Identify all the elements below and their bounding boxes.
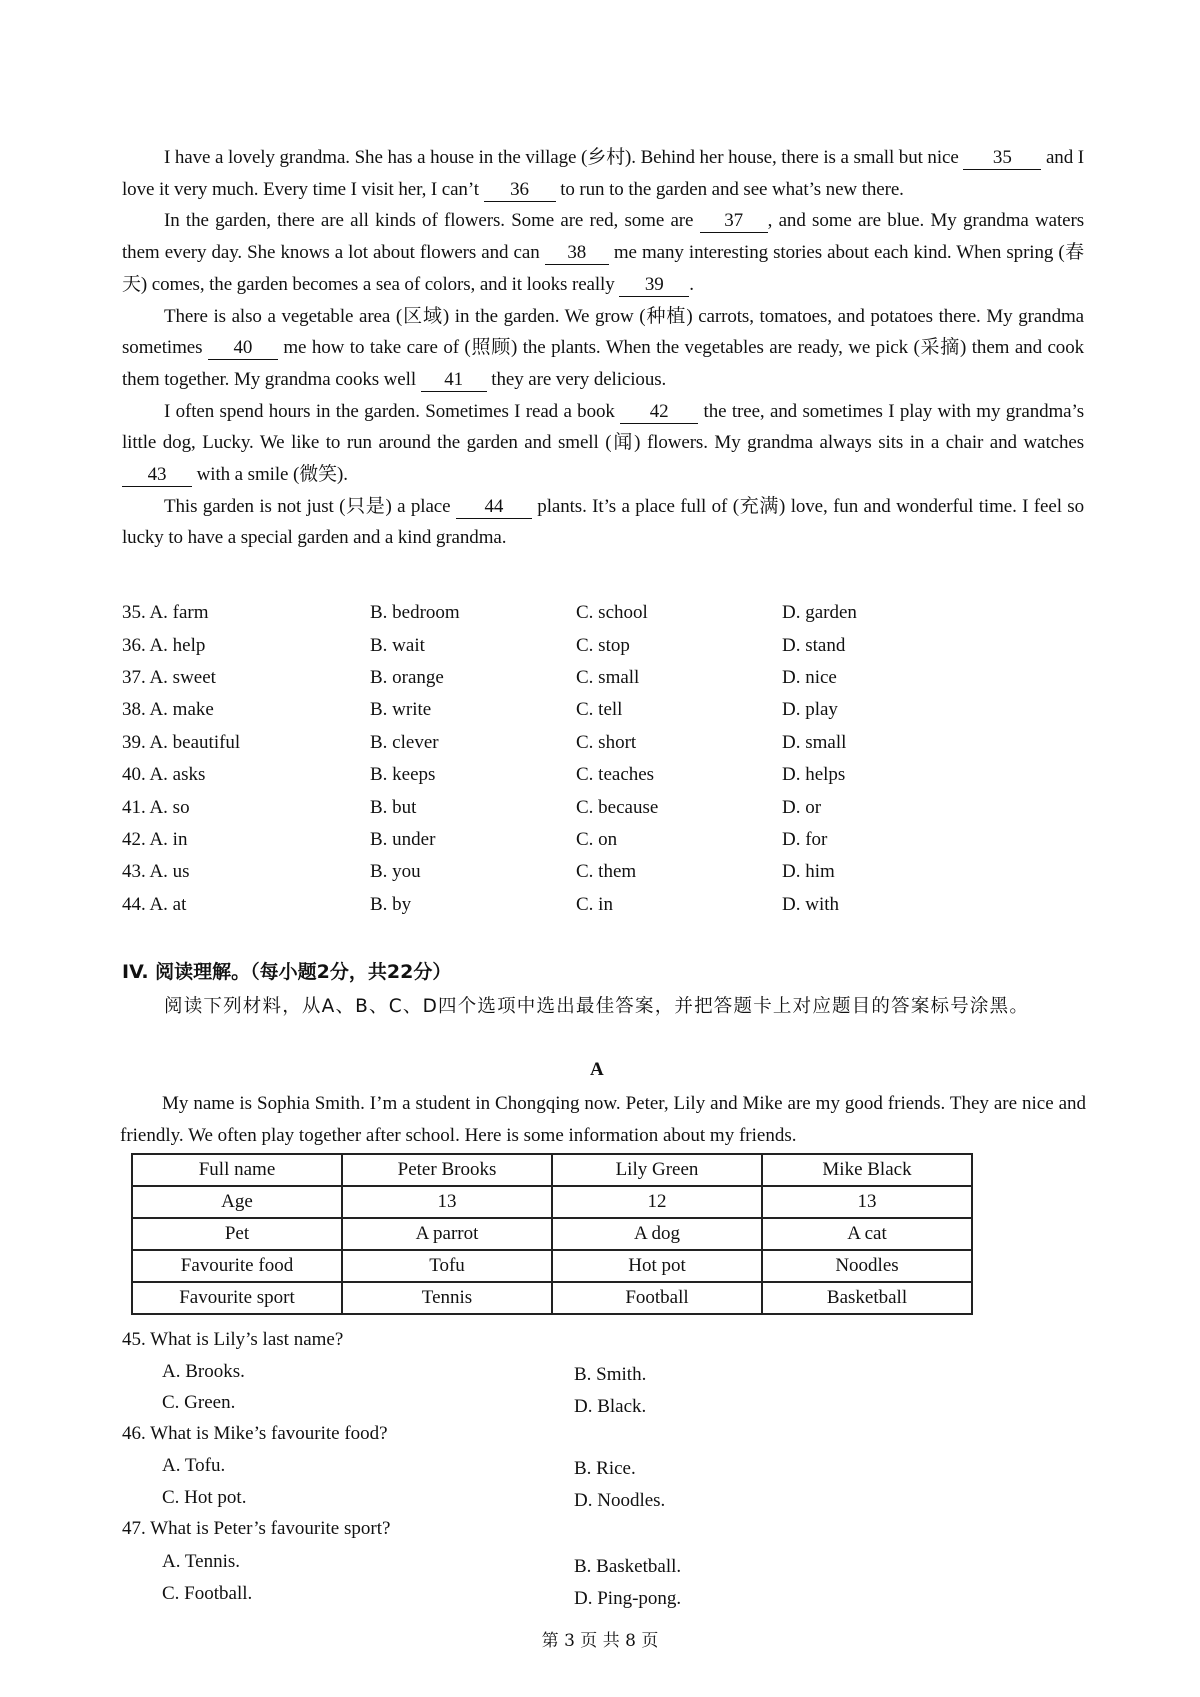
cloze-text: to run to the garden and see what’s new there. [555,178,904,200]
table-cell: Peter Brooks [342,1154,552,1186]
option-c: C. stop [576,634,630,656]
blank-39: 39 [619,274,689,297]
table-cell: 13 [342,1186,552,1218]
option-row-41 [122,791,1022,823]
option-b: B. but [370,796,417,818]
option-a: 35. A. farm [122,602,209,624]
option-b: B. you [370,861,421,883]
question-45-option-b: B. Smith. [574,1364,647,1385]
cloze-text: me many interesting stories about each kind. When spring (春天) comes, the garden becomes a sea of colors, and it looks really [122,242,1084,295]
table-cell: Mike Black [762,1154,972,1186]
table-row [132,1218,972,1250]
option-b: B. by [370,893,412,915]
option-d: D. garden [782,602,857,624]
option-row-36 [122,629,1022,661]
option-row-44 [122,889,1022,921]
option-c: C. school [576,602,648,624]
question-45-option-a: A. Brooks. [162,1361,245,1382]
blank-35: 35 [963,147,1041,170]
option-d: D. helps [782,764,846,786]
option-d: D. stand [782,634,846,656]
cloze-text: I have a lovely grandma. She has a house in the village (乡村). Behind her house, there is a small but nice [164,147,959,168]
question-46-option-d: D. Noodles. [574,1490,666,1511]
option-b: B. under [370,828,436,850]
question-46: 46. What is Mike’s favourite food? [122,1423,388,1444]
cloze-text: and I love it very much. Every time I visit her, I can’t [122,147,1084,200]
table-cell: Tofu [342,1250,552,1282]
option-c: C. them [576,861,637,883]
option-c: C. small [576,666,640,688]
question-47-option-a: A. Tennis. [162,1551,241,1572]
cloze-text: I often spend hours in the garden. Sometimes I read a book [164,400,621,422]
reading-passage [120,1088,1086,1152]
option-b: B. clever [370,731,439,753]
section-instruction: 阅读下列材料，从A、B、C、D四个选项中选出最佳答案，并把答题卡上对应题目的答案标号涂黑。 [164,996,1030,1017]
option-a: 44. A. at [122,893,187,915]
option-row-37 [122,662,1022,694]
option-row-39 [122,727,1022,759]
passage-label: A [590,1059,604,1080]
option-c: C. on [576,828,618,850]
option-c: C. because [576,796,659,818]
table-cell: Hot pot [552,1250,762,1282]
table-cell: 13 [762,1186,972,1218]
table-cell: Noodles [762,1250,972,1282]
option-row-42 [122,824,1022,856]
cloze-text: , and some are blue. My grandma waters them every day. She knows a lot about flowers and can [122,210,1084,264]
option-a: 36. A. help [122,634,206,656]
cloze-paragraph-3 [122,301,1084,396]
question-47-option-b: B. Basketball. [574,1556,682,1577]
option-b: B. bedroom [370,602,460,624]
question-47-option-d: D. Ping-pong. [574,1588,682,1609]
cloze-passage [122,142,1084,554]
cloze-text: plants. It’s a place full of (充满) love, fun and wonderful time. I feel so lucky to have a special garden and a kind grandma. [122,495,1084,549]
friends-info-table [131,1153,973,1315]
option-a: 42. A. in [122,828,188,850]
option-b: B. orange [370,666,444,688]
blank-37: 37 [700,210,768,233]
table-cell: Football [552,1282,762,1314]
option-a: 38. A. make [122,699,214,721]
cloze-text: There is also a vegetable area (区域) in the garden. We grow (种植) carrots, tomatoes, and potatoes there. My grandma sometimes [122,305,1084,359]
option-d: D. or [782,796,822,818]
option-a: 40. A. asks [122,764,206,786]
cloze-text: me how to take care of (照顾) the plants. When the vegetables are ready, we pick (采摘) them and cook them together. My grandma cooks well [122,337,1084,390]
table-row [132,1282,972,1314]
question-45-option-d: D. Black. [574,1396,647,1417]
question-46-option-b: B. Rice. [574,1458,636,1479]
passage-text: My name is Sophia Smith. I’m a student in Chongqing now. Peter, Lily and Mike are my good friends. They are nice and friendly. We often play together after school. Here is some information about my friends. [120,1093,1086,1146]
option-d: D. for [782,828,828,850]
question-45-option-c: C. Green. [162,1392,236,1413]
page-number-footer: 第 3 页 共 8 页 [541,1631,659,1651]
blank-36: 36 [484,179,556,202]
option-a: 41. A. so [122,796,190,818]
section-title: IV. 阅读理解。（每小题2分，共22分） [122,961,452,983]
option-d: D. with [782,893,839,915]
blank-42: 42 [620,401,698,424]
table-cell: Basketball [762,1282,972,1314]
option-row-40 [122,759,1022,791]
cloze-paragraph-4 [122,396,1084,491]
option-row-38 [122,694,1022,726]
question-46-option-c: C. Hot pot. [162,1487,247,1508]
option-row-43 [122,856,1022,888]
option-d: D. play [782,699,838,721]
table-cell: Tennis [342,1282,552,1314]
table-row [132,1186,972,1218]
option-b: B. write [370,699,432,721]
table-cell: Age [132,1186,342,1218]
table-cell: Lily Green [552,1154,762,1186]
option-b: B. keeps [370,764,436,786]
option-c: C. teaches [576,764,655,786]
table-cell: Favourite food [132,1250,342,1282]
option-row-35 [122,597,1022,629]
table-row [132,1250,972,1282]
option-a: 37. A. sweet [122,666,216,688]
cloze-text: . [689,273,694,295]
blank-41: 41 [421,369,487,392]
table-cell: A dog [552,1218,762,1250]
option-d: D. small [782,731,847,753]
table-row [132,1154,972,1186]
cloze-text: In the garden, there are all kinds of flowers. Some are red, some are [164,210,700,232]
option-d: D. nice [782,666,837,688]
question-46-option-a: A. Tofu. [162,1455,226,1476]
option-d: D. him [782,861,835,883]
blank-38: 38 [545,242,609,265]
table-cell: Favourite sport [132,1282,342,1314]
option-b: B. wait [370,634,425,656]
option-c: C. in [576,893,613,915]
blank-43: 43 [122,464,192,487]
question-47-option-c: C. Football. [162,1583,253,1604]
cloze-text: the tree, and sometimes I play with my grandma’s little dog, Lucky. We like to run around the garden and smell (闻) flowers. My grandma always sits in a chair and watches [122,400,1084,454]
cloze-options [122,597,1022,921]
blank-40: 40 [208,337,278,360]
cloze-text: with a smile (微笑). [192,464,348,486]
question-47: 47. What is Peter’s favourite sport? [122,1518,391,1539]
option-a: 43. A. us [122,861,190,883]
option-c: C. short [576,731,637,753]
cloze-paragraph-2 [122,205,1084,300]
cloze-text: they are very delicious. [486,368,667,390]
table-cell: A cat [762,1218,972,1250]
blank-44: 44 [456,496,532,519]
cloze-paragraph-1 [122,142,1084,205]
option-a: 39. A. beautiful [122,731,241,753]
table-cell: Pet [132,1218,342,1250]
table-cell: 12 [552,1186,762,1218]
option-c: C. tell [576,699,623,721]
question-45: 45. What is Lily’s last name? [122,1329,344,1350]
table-cell: A parrot [342,1218,552,1250]
cloze-paragraph-5 [122,491,1084,554]
table-cell: Full name [132,1154,342,1186]
cloze-text: This garden is not just (只是) a place [164,495,456,517]
